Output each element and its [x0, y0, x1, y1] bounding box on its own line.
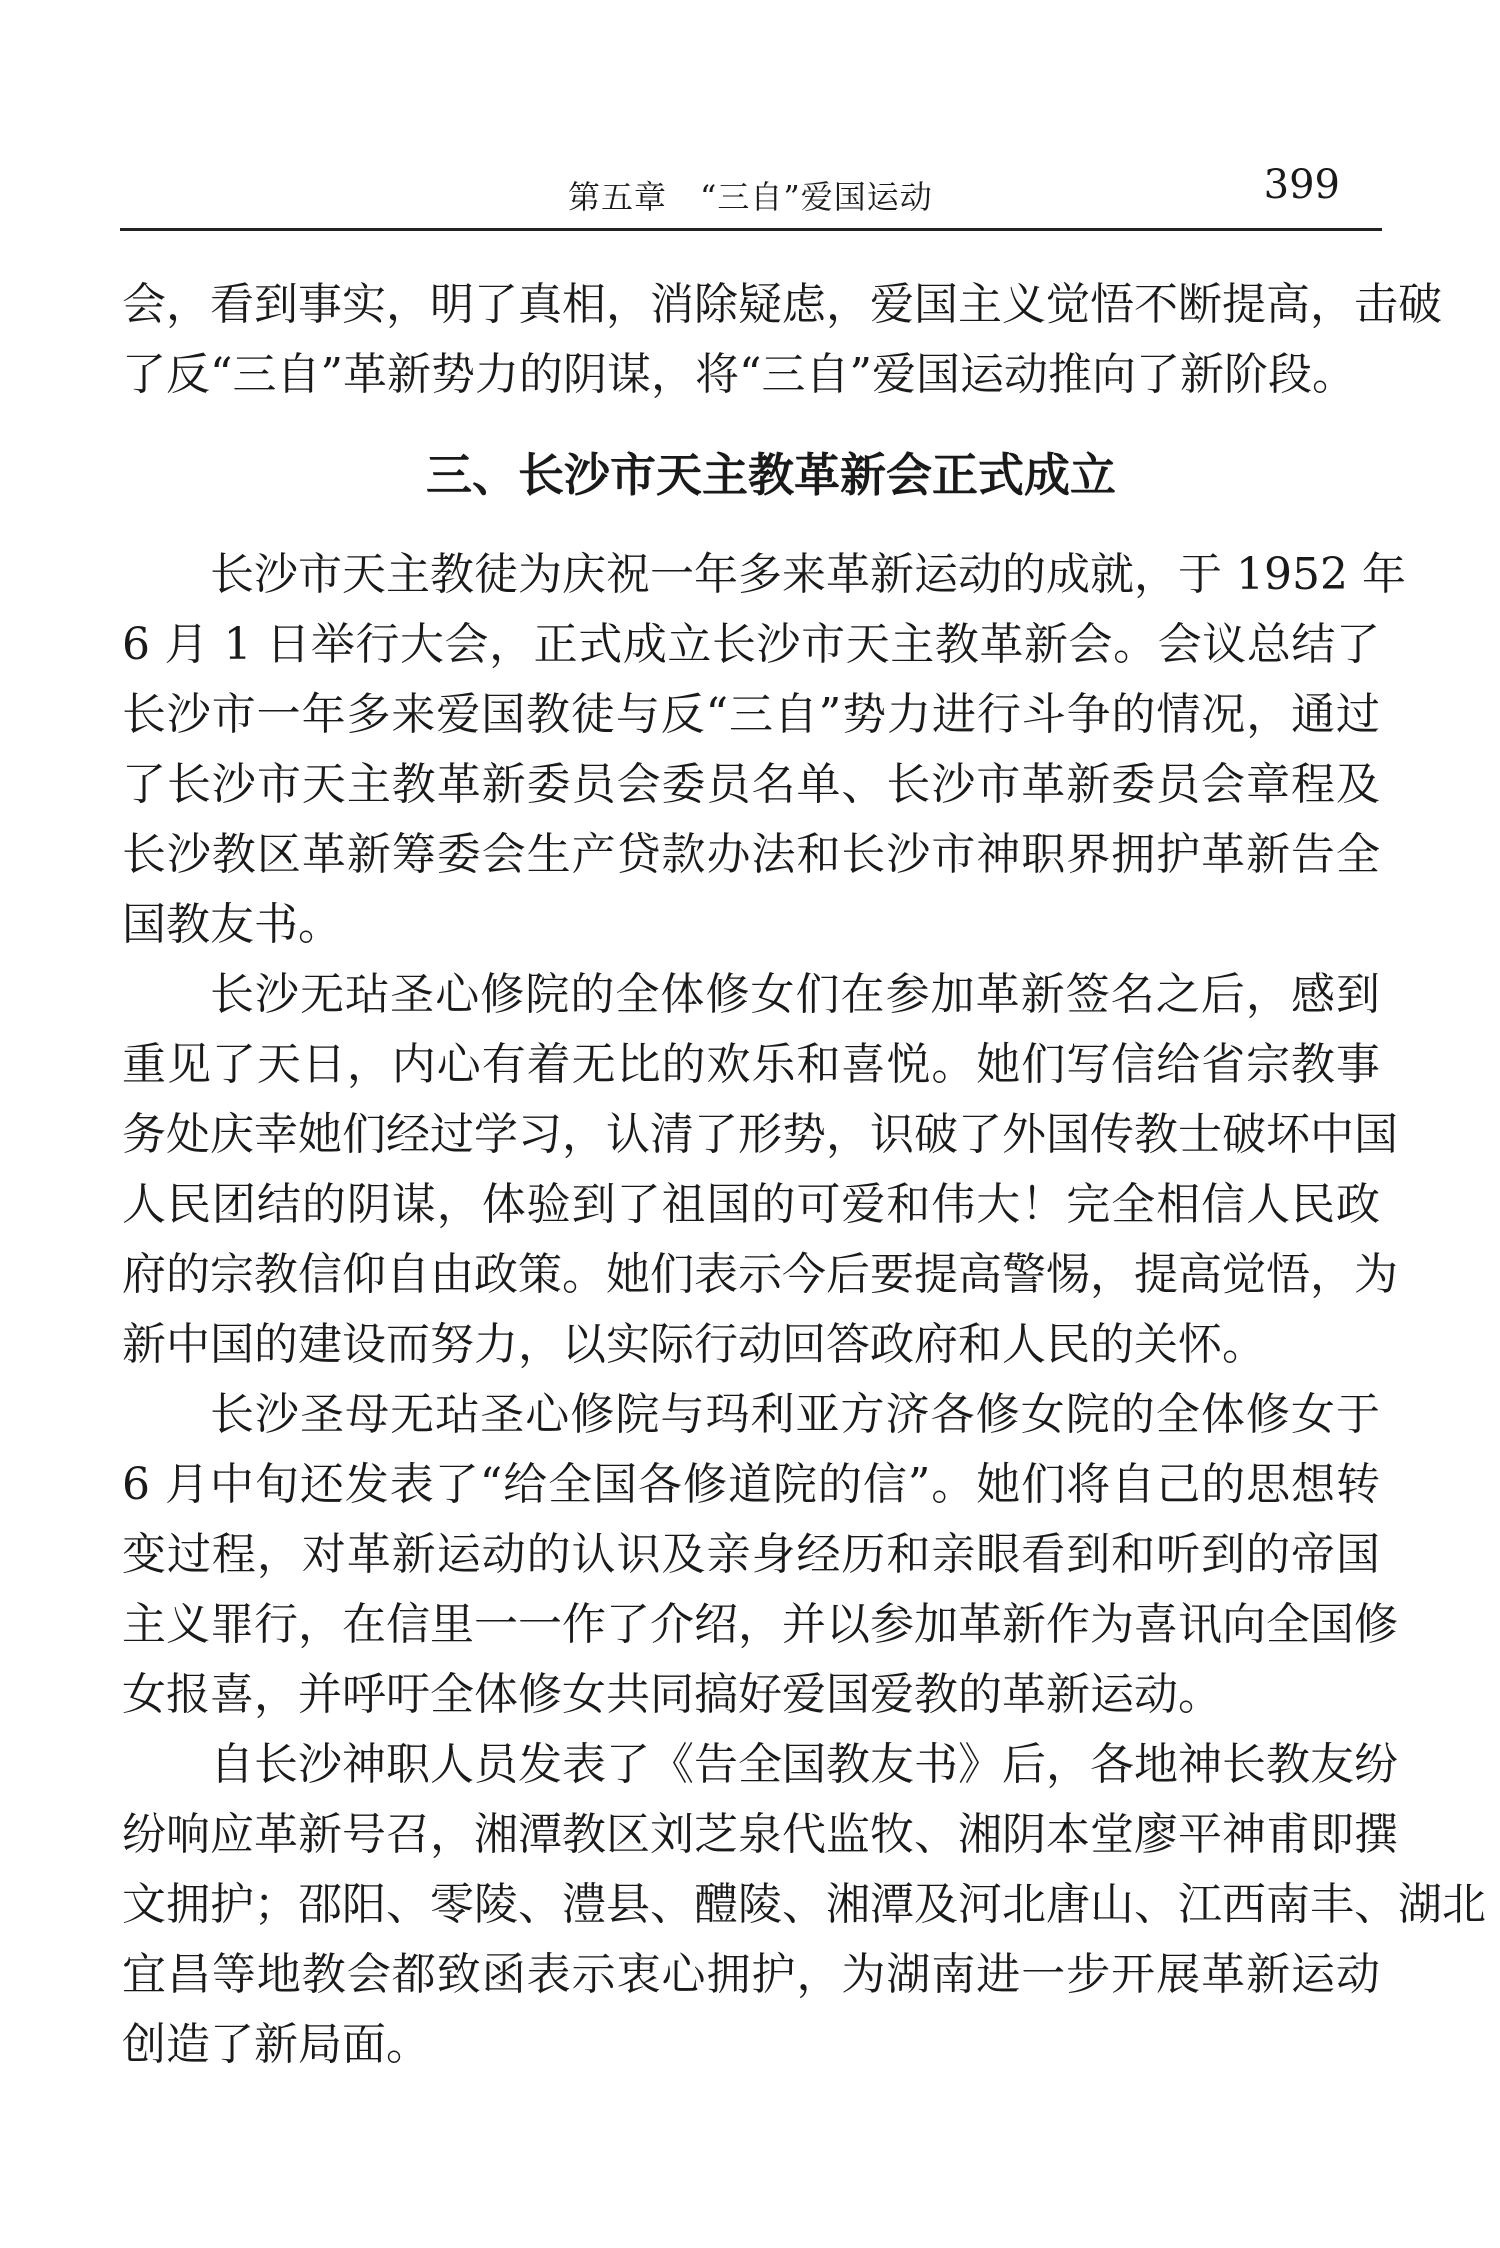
text-line: 新中国的建设而努力，以实际行动回答政府和人民的关怀。: [122, 1319, 1266, 1370]
text-line: 女报喜，并呼吁全体修女共同搞好爱国爱教的革新运动。: [122, 1669, 1222, 1720]
body-text: [122, 270, 1486, 2080]
text-line: 了反“三自”革新势力的阴谋，将“三自”爱国运动推向了新阶段。: [122, 349, 1356, 400]
paragraph-1: [122, 540, 1406, 960]
text-line: 长沙市一年多来爱国教徒与反“三自”势力进行斗争的情况，通过: [122, 689, 1380, 740]
text-line: 了长沙市天主教革新委员会委员名单、长沙市革新委员会章程及: [122, 759, 1380, 810]
text-line: 宜昌等地教会都致函表示衷心拥护，为湖南进一步开展革新运动: [122, 1949, 1380, 2000]
text-line: 府的宗教信仰自由政策。她们表示今后要提高警惕，提高觉悟，为: [122, 1249, 1398, 1300]
text-line: 长沙市天主教徒为庆祝一年多来革新运动的成就，于 1952 年: [210, 549, 1406, 600]
text-line: 6 月 1 日举行大会，正式成立长沙市天主教革新会。会议总结了: [122, 619, 1380, 670]
header-rule: [120, 228, 1382, 231]
text-line: 长沙无玷圣心修院的全体修女们在参加革新签名之后，感到: [210, 969, 1380, 1020]
text-line: 人民团结的阴谋，体验到了祖国的可爱和伟大！完全相信人民政: [122, 1179, 1380, 1230]
text-line: 自长沙神职人员发表了《告全国教友书》后，各地神长教友纷: [210, 1739, 1398, 1790]
text-line: 6 月中旬还发表了“给全国各修道院的信”。她们将自己的思想转: [122, 1459, 1380, 1510]
text-line: 会，看到事实，明了真相，消除疑虑，爱国主义觉悟不断提高，击破: [122, 279, 1442, 330]
chapter-running-title: 第五章 “三自”爱国运动: [568, 178, 933, 216]
text-line: 务处庆幸她们经过学习，认清了形势，识破了外国传教士破坏中国: [122, 1109, 1398, 1160]
text-line: 创造了新局面。: [122, 2019, 430, 2070]
text-line: 长沙圣母无玷圣心修院与玛利亚方济各修女院的全体修女于: [210, 1389, 1380, 1440]
text-line: 主义罪行，在信里一一作了介绍，并以参加革新作为喜讯向全国修: [122, 1599, 1398, 1650]
section-heading: 三、长沙市天主教革新会正式成立: [426, 448, 1116, 502]
paragraph-3: [122, 1380, 1398, 1730]
text-line: 重见了天日，内心有着无比的欢乐和喜悦。她们写信给省宗教事: [122, 1039, 1380, 1090]
running-header: [120, 158, 1370, 218]
paragraph-4: [122, 1730, 1486, 2080]
continuation-paragraph: [122, 270, 1442, 410]
text-line: 变过程，对革新运动的认识及亲身经历和亲眼看到和听到的帝国: [122, 1529, 1380, 1580]
page-number: 399: [1263, 162, 1340, 208]
text-line: 纷响应革新号召，湘潭教区刘芝泉代监牧、湘阴本堂廖平神甫即撰: [122, 1809, 1398, 1860]
text-line: 文拥护；邵阳、零陵、澧县、醴陵、湘潭及河北唐山、江西南丰、湖北: [122, 1879, 1486, 1930]
text-line: 国教友书。: [122, 899, 342, 950]
paragraph-2: [122, 960, 1398, 1380]
text-line: 长沙教区革新筹委会生产贷款办法和长沙市神职界拥护革新告全: [122, 829, 1380, 880]
